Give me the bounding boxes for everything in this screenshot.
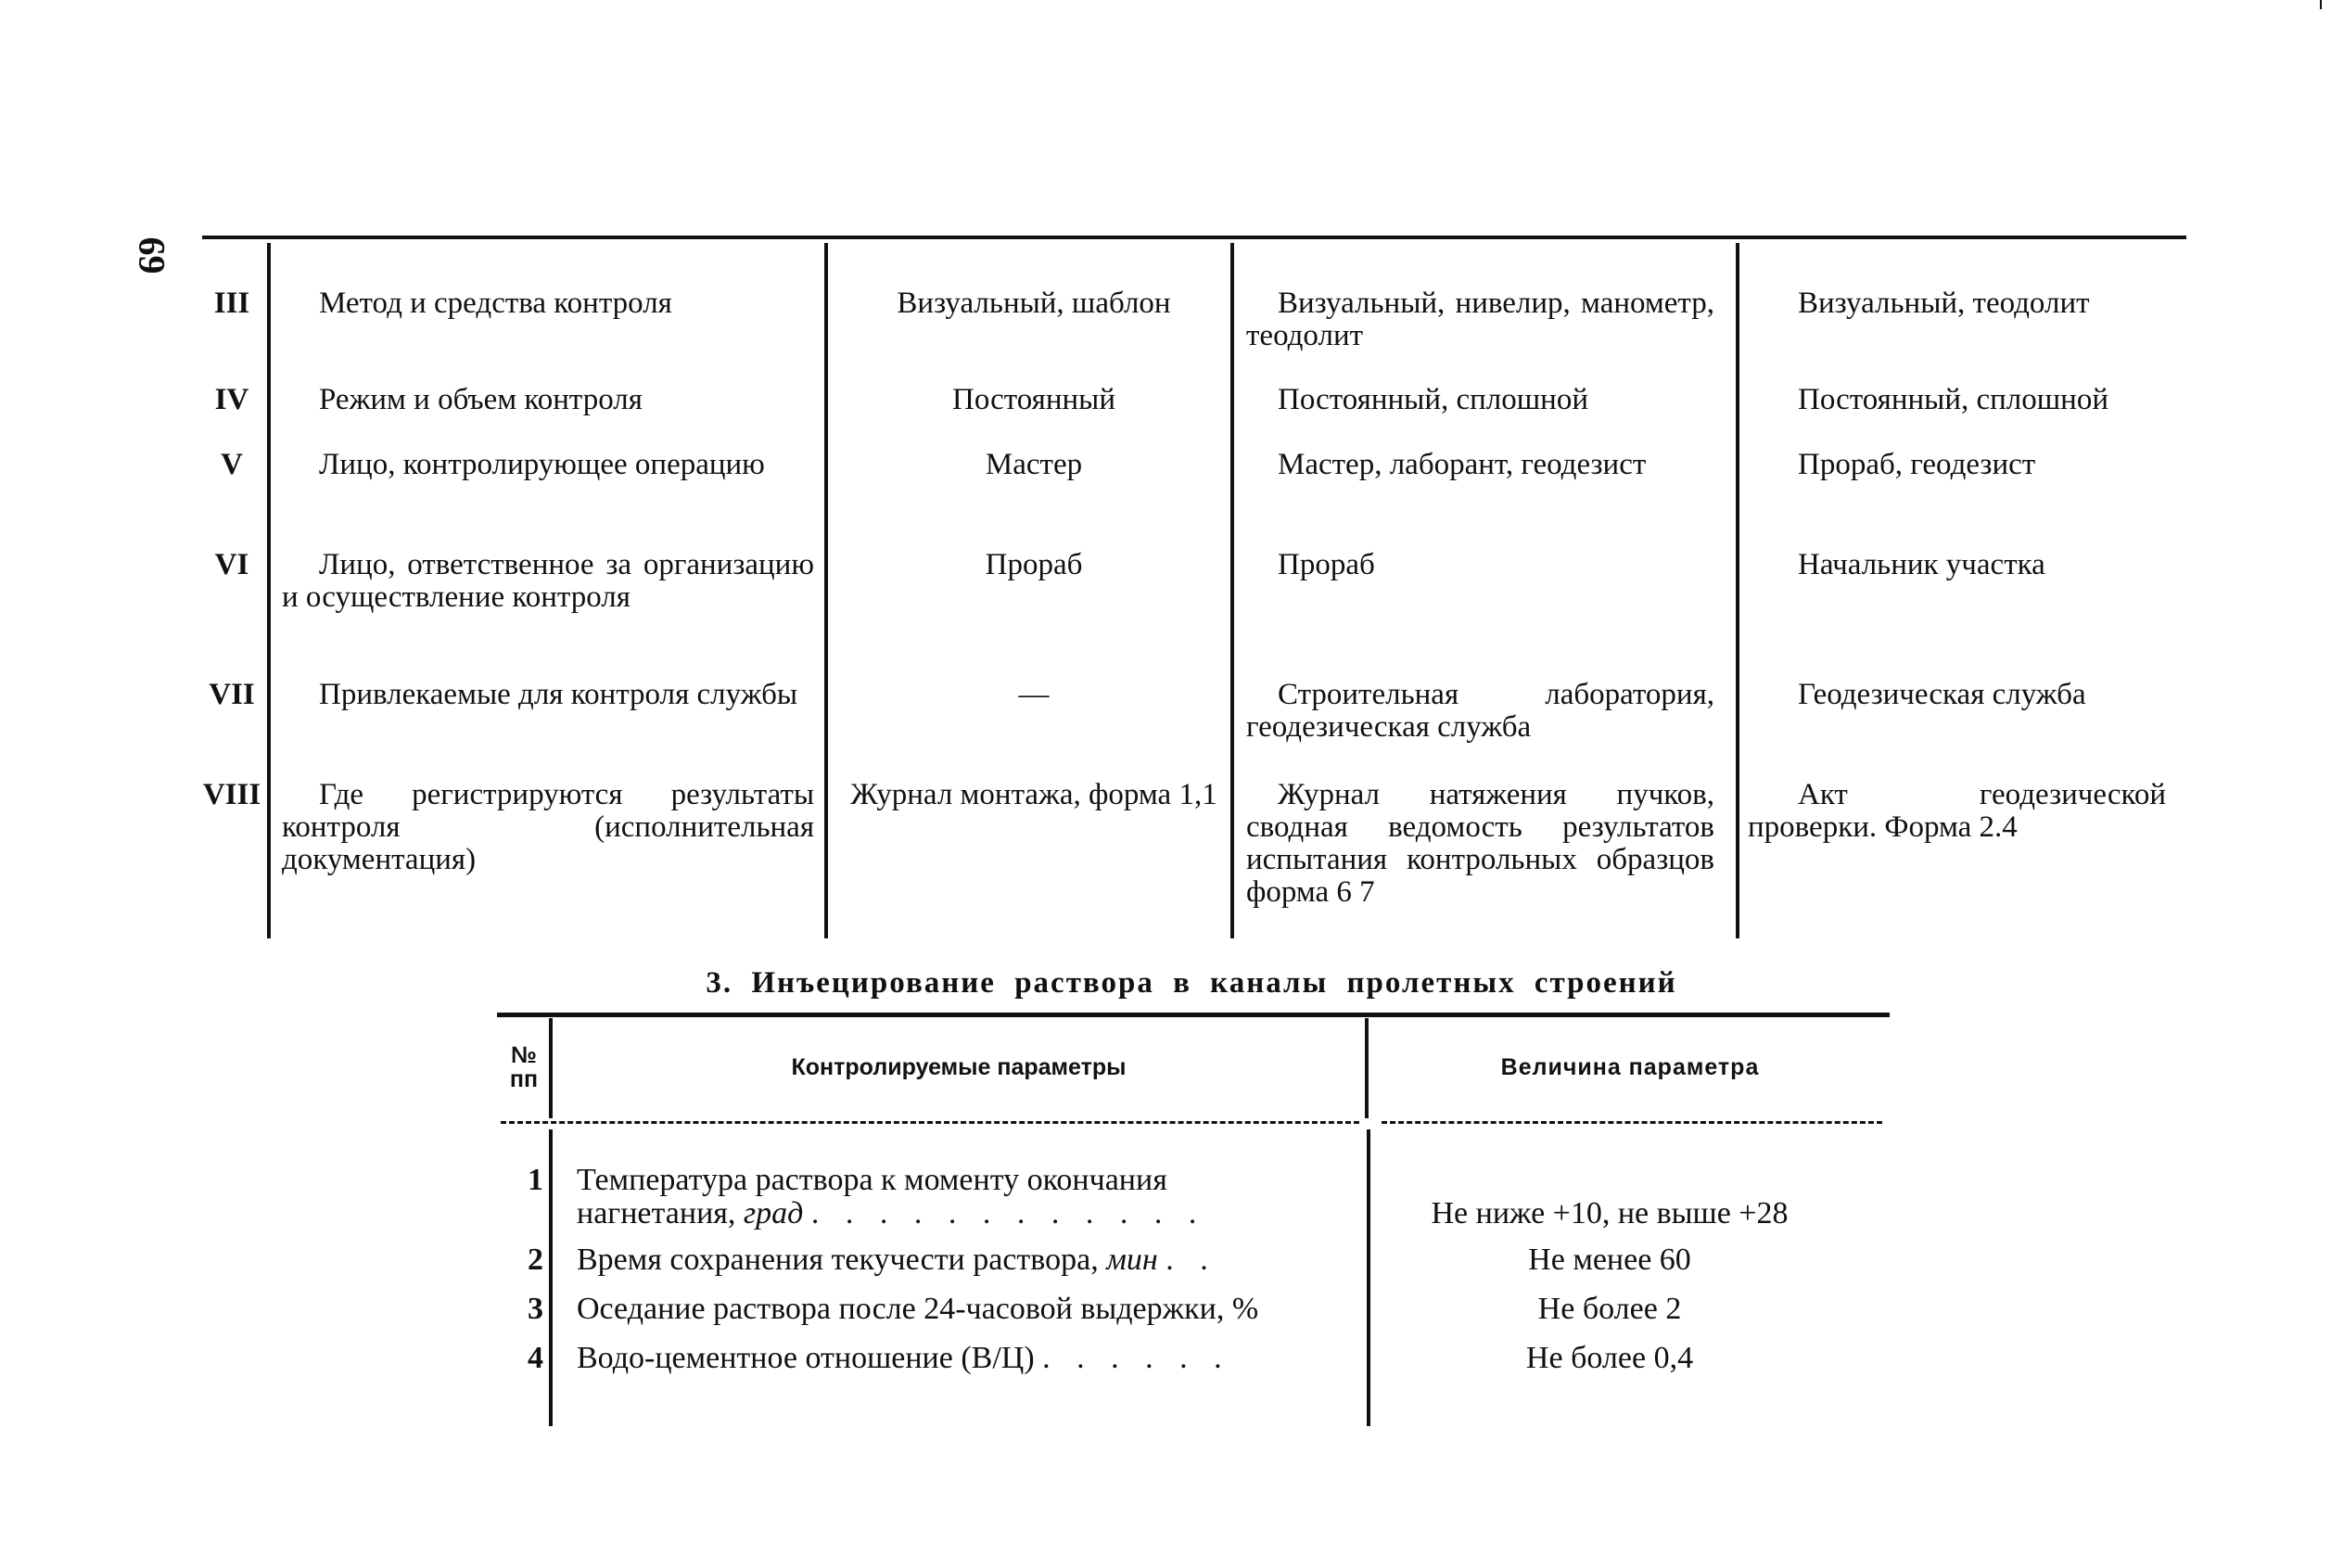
row-number: 4 (528, 1341, 543, 1375)
table-row (191, 243, 2185, 352)
row-value-col3: Строительная лаборатория, геодезическая служба (1246, 678, 1714, 744)
row-parameter: Режим и объем контроля (319, 383, 643, 416)
row-value-col3: Мастер, лаборант, геодезист (1278, 448, 1647, 481)
header-params: Контролируемые параметры (791, 1053, 1127, 1080)
row-parameter: Метод и средства контроля (319, 287, 672, 320)
column-divider (1365, 1018, 1369, 1118)
row-value-col4: Акт геодезической проверки. Форма 2.4 (1748, 778, 2166, 844)
control-table (191, 243, 2185, 918)
row-number: IV (214, 383, 249, 416)
row-value-col4: Начальник участка (1798, 548, 2045, 581)
row-parameter: Где регистрируются результаты контроля (исполнительная документация) (282, 778, 814, 876)
table-top-rule (202, 236, 2186, 239)
table-top-rule (497, 1013, 1890, 1017)
row-value-col3: Постоянный, сплошной (1278, 383, 1588, 416)
row-value: Не менее 60 (1528, 1243, 1691, 1277)
row-value: Не более 2 (1537, 1292, 1682, 1326)
row-value-col2: — (1018, 678, 1050, 711)
header-divider (1382, 1121, 1882, 1124)
row-value: Не более 0,4 (1525, 1341, 1694, 1375)
row-value-col2: Прораб (985, 548, 1083, 581)
row-parameter: Оседание раствора после 24-часовой выдержки, % (577, 1292, 1259, 1326)
row-value-col2: Журнал монтажа, форма 1,1 (850, 778, 1217, 811)
table-row (497, 1164, 1890, 1230)
table-row (191, 549, 2185, 679)
row-value-col2: Постоянный (952, 383, 1115, 416)
row-unit: град (743, 1196, 804, 1230)
row-parameter: Температура раствора к моменту окончания нагнетания, град . . . . . . . . . . . . (577, 1163, 1206, 1230)
corner-mark (2320, 0, 2322, 9)
row-value-col3: Визуальный, нивелир, манометр, теодолит (1246, 287, 1714, 352)
row-parameter: Лицо, ответственное за организацию и осуществление контроля (282, 548, 814, 614)
row-number: 1 (528, 1163, 543, 1197)
row-number: 3 (528, 1292, 543, 1326)
row-parameter: Привлекаемые для контроля службы (319, 678, 798, 711)
row-value-col2: Визуальный, шаблон (897, 287, 1171, 320)
section-title: 3. Инъецирование раствора в каналы пролетных строений (706, 966, 1677, 1000)
page-number: 69 (131, 236, 173, 274)
header-divider (501, 1121, 1359, 1124)
row-value-col4: Постоянный, сплошной (1798, 383, 2108, 416)
row-number: 2 (528, 1243, 543, 1277)
row-number: III (213, 287, 250, 320)
row-value-col3: Журнал натяжения пучков, сводная ведомость результатов испытания контрольных образцов форма 6 7 (1246, 778, 1714, 909)
row-number: VII (209, 678, 255, 711)
table-row (191, 679, 2185, 779)
header-num: № пп (509, 1042, 539, 1092)
row-value: Не ниже +10, не выше +28 (1431, 1196, 1789, 1230)
row-number: VI (214, 548, 249, 581)
table-row (497, 1342, 1890, 1375)
row-value-col2: Мастер (985, 448, 1083, 481)
row-value-col4: Геодезическая служба (1798, 678, 2086, 711)
table-row (497, 1293, 1890, 1326)
table-row (191, 449, 2185, 549)
row-value-col4: Визуальный, теодолит (1798, 287, 2090, 320)
row-number: V (221, 448, 243, 481)
row-parameter: Время сохранения текучести раствора, мин . . (577, 1243, 1217, 1277)
header-value: Величина параметра (1500, 1053, 1760, 1080)
row-parameter: Лицо, контролирующее операцию (319, 448, 765, 481)
row-unit: мин (1106, 1243, 1158, 1277)
row-value-col4: Прораб, геодезист (1798, 448, 2036, 481)
row-value-col3: Прораб (1278, 548, 1375, 581)
row-parameter: Водо-цементное отношение (В/Ц) . . . . . . (577, 1341, 1231, 1375)
table-row (497, 1243, 1890, 1277)
table-row (191, 779, 2185, 918)
table-row (191, 384, 2185, 432)
parameters-table (497, 1164, 1890, 1391)
row-number: VIII (202, 778, 261, 811)
